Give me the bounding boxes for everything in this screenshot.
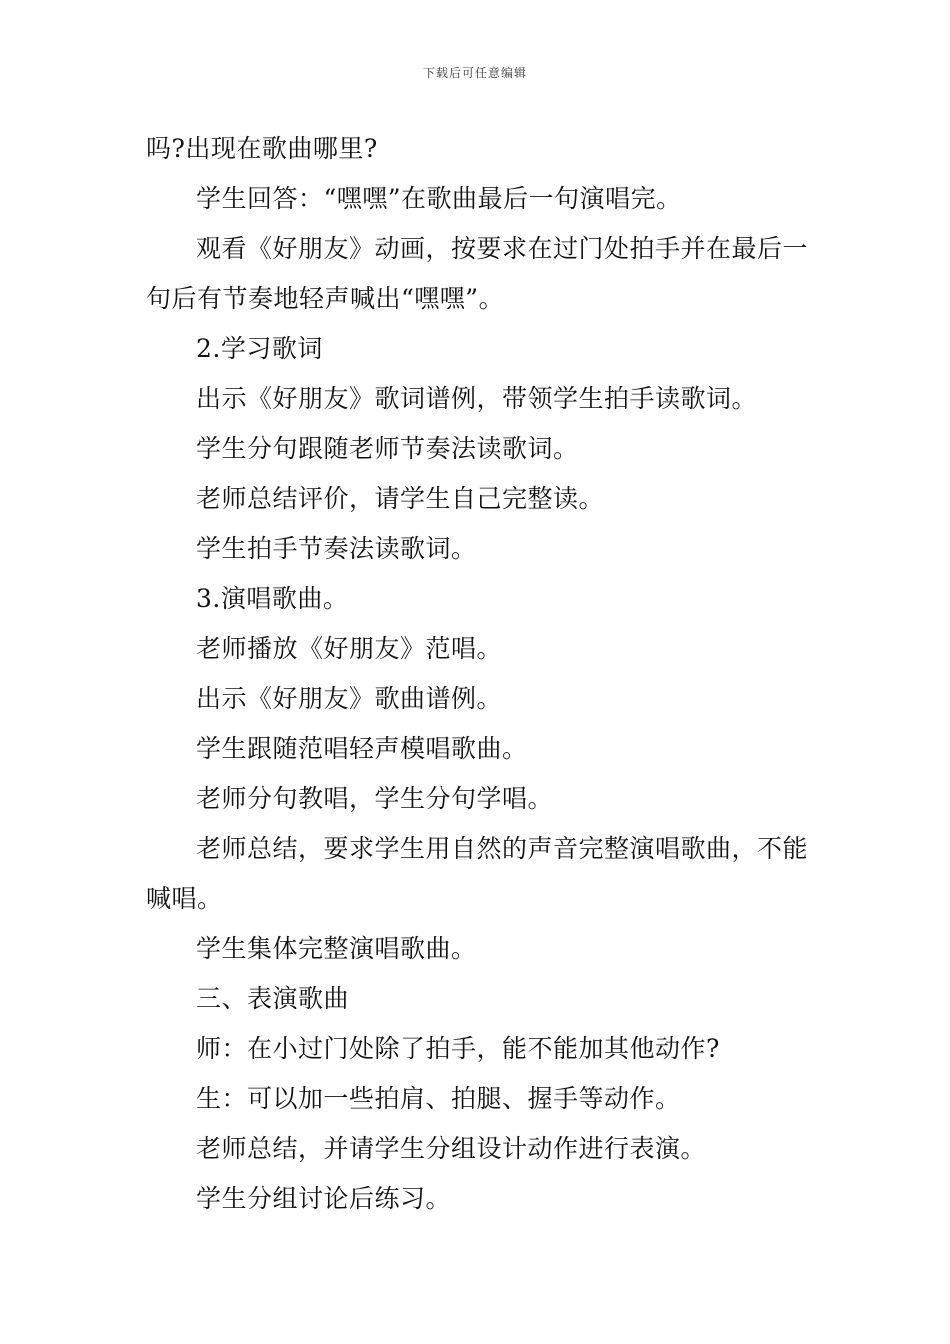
paragraph: 学生拍手节奏法读歌词。 bbox=[196, 534, 477, 563]
paragraph: 学生回答：“嘿嘿”在歌曲最后一句演唱完。 bbox=[196, 184, 682, 213]
paragraph: 出示《好朋友》歌曲谱例。 bbox=[196, 684, 503, 713]
section-heading: 2.学习歌词 bbox=[196, 334, 323, 363]
section-heading: 3.演唱歌曲。 bbox=[196, 584, 349, 613]
paragraph: 老师播放《好朋友》范唱。 bbox=[196, 634, 503, 663]
section-heading: 三、表演歌曲 bbox=[196, 984, 350, 1013]
paragraph: 老师总结评价，请学生自己完整读。 bbox=[196, 484, 605, 513]
paragraph: 老师总结，并请学生分组设计动作进行表演。 bbox=[196, 1134, 707, 1163]
paragraph: 吗?出现在歌曲哪里? bbox=[146, 134, 378, 163]
paragraph: 学生分组讨论后练习。 bbox=[196, 1184, 452, 1213]
paragraph: 学生跟随范唱轻声模唱歌曲。 bbox=[196, 734, 528, 763]
paragraph: 学生集体完整演唱歌曲。 bbox=[196, 934, 477, 963]
paragraph: 生：可以加一些拍肩、拍腿、握手等动作。 bbox=[196, 1084, 681, 1113]
page-header: 下载后可任意编辑 bbox=[422, 66, 527, 80]
document-body bbox=[146, 124, 810, 1224]
paragraph: 观看《好朋友》动画，按要求在过门处拍手并在最后一句后有节奏地轻声喊出“嘿嘿”。 bbox=[146, 234, 809, 313]
paragraph: 老师总结，要求学生用自然的声音完整演唱歌曲，不能喊唱。 bbox=[146, 834, 809, 913]
paragraph: 学生分句跟随老师节奏法读歌词。 bbox=[196, 434, 579, 463]
paragraph: 师：在小过门处除了拍手，能不能加其他动作? bbox=[196, 1034, 720, 1063]
paragraph: 出示《好朋友》歌词谱例，带领学生拍手读歌词。 bbox=[196, 384, 758, 413]
paragraph: 老师分句教唱，学生分句学唱。 bbox=[196, 784, 554, 813]
